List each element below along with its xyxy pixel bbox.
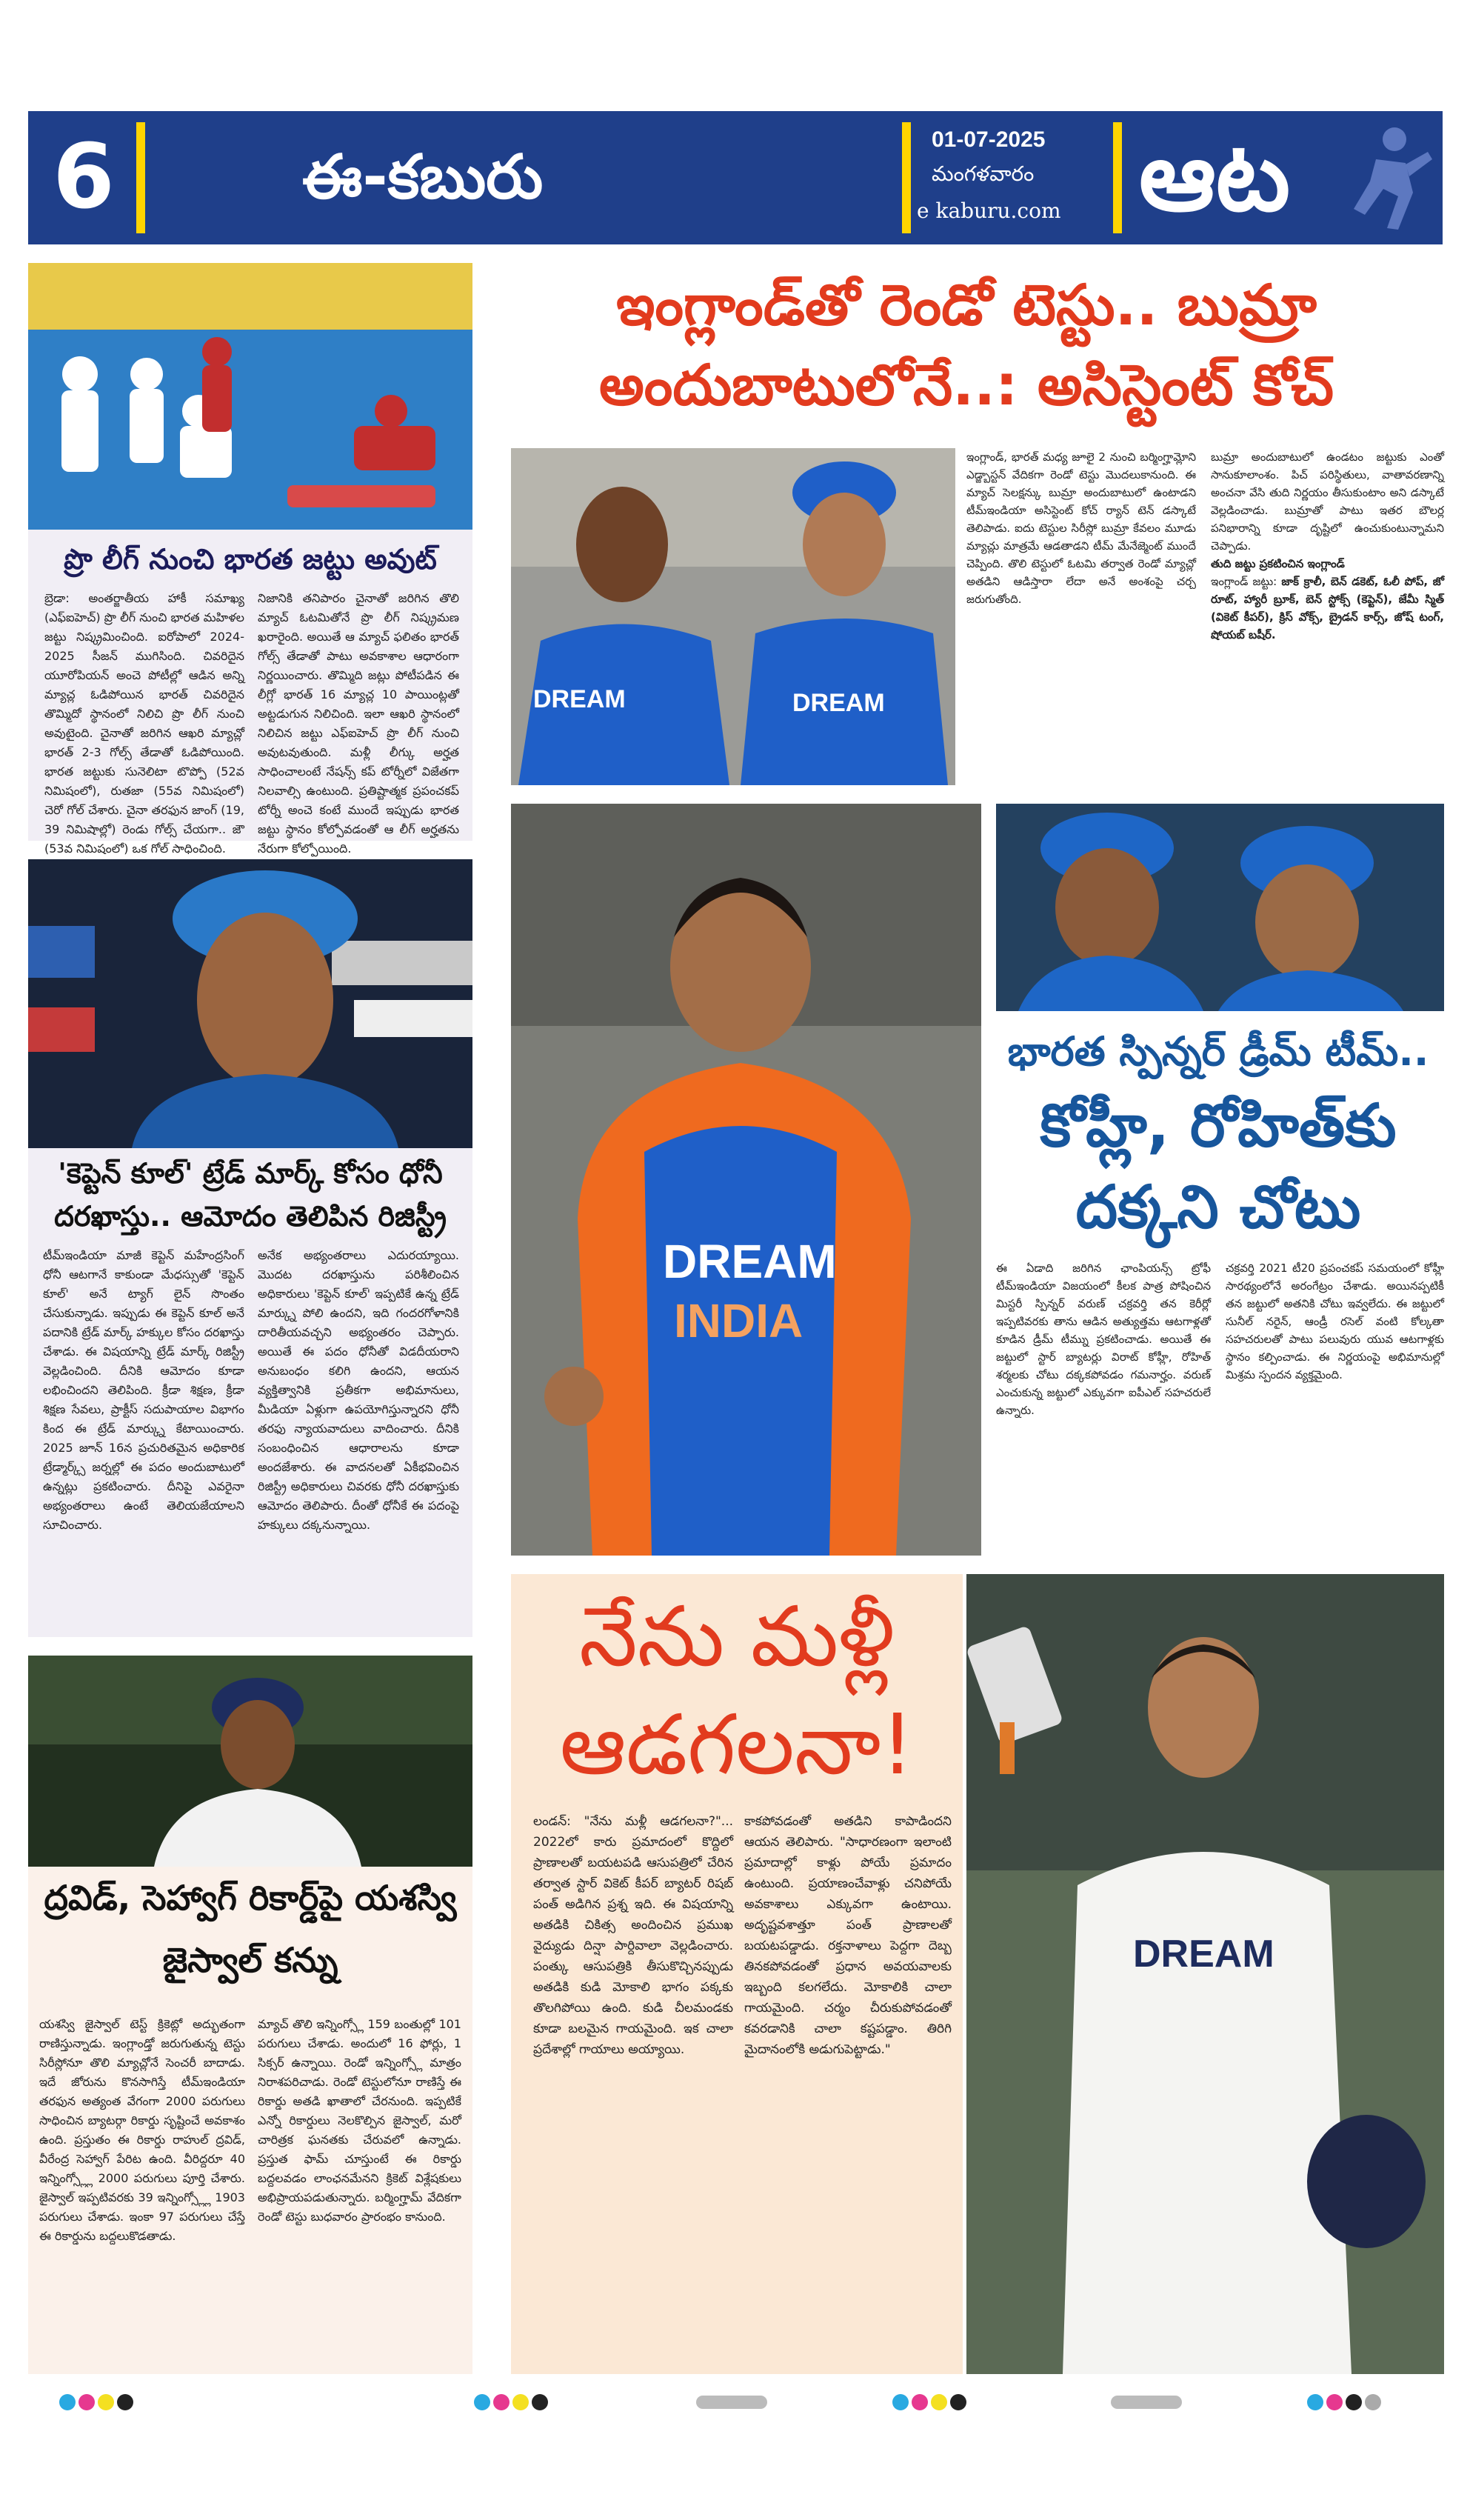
dhoni-photo: [28, 859, 472, 1148]
dhoni-article: [28, 859, 472, 1637]
jaiswal-photo: [28, 1656, 472, 1867]
registration-marks: [1307, 2394, 1381, 2410]
kohli-rohit-photo: [996, 804, 1444, 1011]
masthead-divider: [136, 122, 145, 233]
svg-text:DREAM: DREAM: [533, 685, 626, 713]
pant-column-1: లండన్: "నేను మళ్లీ ఆడగలనా?"... 2022లో కారు ప్రమాదంలో కొద్దిలో ప్రాణాలతో బయటపడి ఆసుపత్రిలో చేరిన తర్వాత స్టార్ వికెట్ కీపర్ బ్యాటర్ రిషబ్ పంత్ అడిగిన ప్రశ్న ఇది. ఈ విషయాన్ని అతడికి చికిత్స అందించిన ప్రముఖ వైద్యుడు దిన్షా పార్దివాలా వెల్లడించారు. పంత్కు ఆసుపత్రికి తీసుకొచ్చినప్పుడు అతడికి కుడి మోకాలి భాగం పక్కకు తొలగిపోయి ఉంది. కుడి చీలమండకు కూడా బలమైన గాయమైంది. ఇక చాలా ప్రదేశాల్లో గాయాలు అయ్యాయి.: [533, 1814, 733, 2057]
dhoni-column-2: అనేక అభ్యంతరాలు ఎదురయ్యాయి. మొదట దరఖాస్తును పరిశీలించిన అధికారులు 'కెప్టెన్ కూల్' ఇప్పటికే ఉన్న ట్రేడ్ మార్క్ను పోలి ఉందని, ఇది గందరగోళానికి దారితీయవచ్చని అభ్యంతరం చెప్పారు. అయితే ఈ పదం ధోనీతో విడదీయరాని అనుబంధం కలిగి ఉందని, ఆయన వ్యక్తిత్వానికి ప్రతీకగా అభిమానులు, మీడియా ఏళ్లుగా ఉపయోగిస్తున్నారని ధోనీ తరఫు న్యాయవాదులు వాదించారు. దీనికి సంబంధించిన ఆధారాలను కూడా అందజేశారు. ఈ వాదనలతో ఏకీభవించిన రిజిస్ట్రీ అధికారులు చివరకు ధోనీ దరఖాస్తుకు ఆమోదం తెలిపారు. దీంతో ధోనీకే ఈ పదంపై హక్కులు దక్కనున్నాయి.: [258, 1248, 459, 1532]
dhoni-column-1: టీమ్ఇండియా మాజీ కెప్టెన్ మహేంద్రసింగ్ ధోనీ ఆటగానే కాకుండా మేధస్సుతో 'కెప్టెన్ కూల్' అనే ట్యాగ్ లైన్ సొంతం చేసుకున్నాడు. ఇప్పుడు ఈ కెప్టెన్ కూల్ అనే పదానికి ట్రేడ్ మార్క్ హక్కుల కోసం దరఖాస్తు చేశాడు. ఈ విషయాన్ని ట్రేడ్ మార్క్ రిజిస్ట్రీ వెల్లడించింది. దీనికి ఆమోదం కూడా లభించిందని తెలిపింది. క్రీడా శిక్షణ, క్రీడా శిక్షణ సేవలు, ప్రాక్టీస్ సదుపాయాల విభాగం కింద ఈ ట్రేడ్ మార్క్ను కేటాయించారు. 2025 జూన్ 16న ప్రచురితమైన అధికారిక ట్రేడ్మార్క్స్ జర్నల్లో ఈ పదం అందుబాటులో ఉన్నట్లు ప్రకటించారు. దీనిపై ఎవరైనా అభ్యంతరాలు ఉంటే తెలియజేయాలని సూచించారు.: [43, 1248, 244, 1532]
registration-marks: [474, 2394, 548, 2410]
pant-article: [511, 1574, 963, 2374]
registration-dot: [1326, 2394, 1343, 2410]
registration-marks: [892, 2394, 966, 2410]
bumrah-gill-photo: [511, 448, 955, 785]
bumrah-column-1: ఇంగ్లాండ్, భారత్ మధ్య జూలై 2 నుంచి బర్మింగ్హామ్లోని ఎడ్జ్బాస్టన్ వేదికగా రెండో టెస్టు మొదలుకానుంది. ఈ మ్యాచ్ సెలక్షన్కు బుమ్రా అందుబాటులో ఉంటాడని టీమ్ఇండియా అసిస్టెంట్ కోచ్ ర్యాన్ టెన్ డస్కాటే తెలిపాడు. ఐదు టెస్టుల సిరీస్లో బుమ్రా కేవలం మూడు మ్యాచ్లు మాత్రమే ఆడతాడని టీమ్ మేనేజ్మెంట్ ముందే చెప్పింది. తొలి టెస్టులో ఓటమి తర్వాత రెండో మ్యాచ్లో అతడిని ఆడిస్తారా లేదా అనే అంశంపై చర్చ జరుగుతోంది.: [966, 450, 1196, 606]
england-squad-names: జాక్ క్రాలీ, బెన్ డకెట్, ఓలీ పోప్, జో రూట్, హ్యారీ బ్రూక్, బెన్ స్టోక్స్ (కెప్టెన్), జేమీ స్మిత్ (వికెట్ కీపర్), క్రిస్ వోక్స్, బ్రైడన్ కార్స్, జోష్ టంగ్, షోయబ్ బషీర్.: [1211, 575, 1444, 641]
registration-bar: [1111, 2396, 1182, 2409]
registration-marks: [59, 2394, 133, 2410]
issue-day: మంగళవారం: [932, 161, 1035, 186]
spinner-headline-line-3: దక్కని చోటు: [1075, 1173, 1361, 1241]
bumrah-column-2: [1211, 448, 1444, 785]
spinner-headline-line-1: భారత స్పిన్నర్ డ్రీమ్ టీమ్..: [1007, 1028, 1429, 1075]
masthead-divider: [902, 122, 911, 233]
registration-dot: [59, 2394, 76, 2410]
registration-dot: [912, 2394, 928, 2410]
section-title: ఆట: [1139, 120, 1291, 233]
bumrah-column-2-text: బుమ్రా అందుబాటులో ఉండటం జట్టుకు ఎంతో సానుకూలాంశం. పిచ్ పరిస్థితులు, వాతావరణాన్ని అంచనా వేసి తుది నిర్ణయం తీసుకుంటాం అని డస్కాటే వెల్లడించాడు. బుమ్రాతో పాటు ఇతర బౌలర్ల పనిభారాన్ని కూడా దృష్టిలో ఉంచుకుంటున్నామని చెప్పాడు.: [1211, 450, 1444, 553]
registration-dot: [1365, 2394, 1381, 2410]
registration-dot: [117, 2394, 133, 2410]
registration-dot: [474, 2394, 490, 2410]
england-squad-title: తుది జట్టు ప్రకటించిన ఇంగ్లాండ్: [1211, 557, 1345, 570]
jaiswal-column-2: మ్యాచ్ తొలి ఇన్నింగ్స్లో 159 బంతుల్లో 101 పరుగులు చేశాడు. అందులో 16 ఫోర్లు, 1 సిక్సర్ ఉన్నాయి. రెండో ఇన్నింగ్స్లో మాత్రం నిరాశపరిచాడు. రెండో టెస్టులోనూ రాణిస్తే ఈ రికార్డు అతడి ఖాతాలో చేరనుంది. ఇప్పటికే ఎన్నో రికార్డులు నెలకొల్పిన జైస్వాల్, మరో చారిత్రక ఘనతకు చేరువలో ఉన్నాడు. ప్రస్తుత ఫామ్ చూస్తుంటే ఈ రికార్డు బద్దలవడం లాంఛనమేనని క్రికెట్ విశ్లేషకులు అభిప్రాయపడుతున్నారు. బర్మింగ్హామ్ వేదికగా రెండో టెస్టు బుధవారం ప్రారంభం కానుంది.: [258, 2017, 461, 2224]
registration-dot: [1307, 2394, 1323, 2410]
masthead: [28, 111, 1443, 244]
svg-text:DREAM: DREAM: [663, 1235, 837, 1288]
issue-date: 01-07-2025: [932, 127, 1046, 152]
england-squad-intro: ఇంగ్లాండ్ జట్టు:: [1211, 575, 1282, 588]
registration-dot: [78, 2394, 95, 2410]
svg-text:INDIA: INDIA: [674, 1294, 804, 1347]
bumrah-headline-line-1: ఇంగ్లాండ్‌తో రెండో టెస్టు.. బుమ్రా: [616, 272, 1317, 338]
paper-name: ఈ-కబురు: [302, 142, 544, 213]
spinner-headline-line-2: కోహ్లీ, రోహిత్‌కు: [1040, 1091, 1397, 1160]
jaiswal-column-1: యశస్వి జైస్వాల్ టెస్ట్ క్రికెట్లో అద్భుతంగా రాణిస్తున్నాడు. ఇంగ్లాండ్తో జరుగుతున్న టెస్టు సిరీస్లోనూ తొలి మ్యాచ్లోనే సెంచరీ బాదాడు. ఇదే జోరును కొనసాగిస్తే టీమ్ఇండియా తరఫున అత్యంత వేగంగా 2000 పరుగులు సాధించిన బ్యాటర్గా రికార్డు సృష్టించే అవకాశం ఉంది. ప్రస్తుతం ఈ రికార్డు రాహుల్ ద్రవిడ్, వీరేంద్ర సెహ్వాగ్ పేరిట ఉంది. వీరిద్దరూ 40 ఇన్నింగ్స్ల్లో 2000 పరుగులు పూర్తి చేశారు. జైస్వాల్ ఇప్పటివరకు 39 ఇన్నింగ్స్ల్లో 1903 పరుగులు చేశాడు. ఇంకా 97 పరుగులు చేస్తే ఈ రికార్డును బద్దలుకొడతాడు.: [39, 2017, 245, 2243]
hockey-column-1: బ్రెడా: అంతర్జాతీయ హాకీ సమాఖ్య (ఎఫ్ఐహెచ్) ప్రొ లీగ్ నుంచి భారత మహిళల జట్టు నిష్క్రమించింది. ఐరోపాలో 2024-2025 సీజన్ ముగిసింది. చివరిదైన యూరోపియన్ అంచె పోటీల్లో ఆడిన అన్ని మ్యాచ్ల ఓడిపోయిన భారత్ చివరిదైన తొమ్మిదో స్థానంలో నిలిచి ప్రొ లీగ్ నుంచి అవుటైంది. చైనాతో జరిగిన ఆఖరి మ్యాచ్లో భారత్ 2-3 గోల్స్ తేడాతో ఓడిపోయింది. భారత జట్టుకు సునెలిటా టొప్పో (52వ నిమిషంలో), రుతజా (55వ నిమిషంలో) చెరో గోల్ చేశారు. చైనా తరఫున జాంగ్ (19, 39 నిమిషాల్లో) రెండు గోల్స్ చేయగా.. జౌ (53వ నిమిషంలో) ఒక గోల్ సాధించింది.: [44, 591, 244, 856]
spinner-column-1: ఈ ఏడాది జరిగిన ఛాంపియన్స్ ట్రోఫీ టీమ్ఇండియా విజయంలో కీలక పాత్ర పోషించిన మిస్టరీ స్పిన్నర్ వరుణ్ చక్రవర్తి తన కెరీర్లో ఇప్పటివరకు తాను ఆడిన అత్యుత్తమ ఆటగాళ్లతో కూడిన డ్రీమ్ టీమ్ను ప్రకటించాడు. అయితే ఈ జట్టులో స్టార్ బ్యాటర్లు విరాట్ కోహ్లీ, రోహిత్ శర్మలకు చోటు దక్కకపోవడం గమనార్హం. వరుణ్ ఎంచుకున్న జట్టులో ఎక్కువగా ఐపీఎల్ సహచరులే ఉన్నారు.: [996, 1261, 1211, 1417]
pant-column-2: కాకపోవడంతో అతడిని కాపాడిందని ఆయన తెలిపారు. "సాధారణంగా ఇలాంటి ప్రమాదాల్లో కాళ్లు పోయే ప్రమాదం ఉంటుంది. ప్రయాణంచేవాళ్లు చనిపోయే అవకాశాలు ఎక్కువగా ఉంటాయి. అదృష్టవశాత్తూ పంత్ ప్రాణాలతో బయటపడ్డాడు. రక్తనాళాలు పెద్దగా దెబ్బ తినకపోవడంతో ప్రధాన అవయవాలకు ఇబ్బంది కలగలేదు. మోకాలికి చాలా గాయమైంది. చర్మం చీరుకుపోవడంతో కవరడానికి చాలా కష్టపడ్డాం. తిరిగి మైదానంలోకి అడుగుపెట్టాడు.": [744, 1814, 952, 2057]
runner-icon: [1324, 119, 1435, 237]
registration-bar: [696, 2396, 767, 2409]
masthead-divider: [1113, 122, 1122, 233]
jaiswal-headline: ద్రవిడ్, సెహ్వాగ్ రికార్డ్‌పై యశస్వి జైస్వాల్ కన్ను: [44, 1878, 457, 1980]
varun-photo: [511, 804, 981, 1556]
hockey-headline: ప్రొ లీగ్ నుంచి భారత జట్టు అవుట్: [64, 543, 437, 576]
hockey-photo: [28, 263, 472, 530]
pant-headline: నేను మళ్లీ ఆడగలనా!: [559, 1589, 915, 1793]
registration-dot: [512, 2394, 529, 2410]
dhoni-headline: 'కెప్టెన్ కూల్' ట్రేడ్ మార్క్ కోసం ధోనీ దరఖాస్తు.. ఆమోదం తెలిపిన రిజిస్ట్రీ: [54, 1157, 447, 1233]
svg-text:DREAM: DREAM: [792, 689, 885, 717]
registration-dot: [931, 2394, 947, 2410]
svg-text:DREAM: DREAM: [1133, 1933, 1274, 1976]
registration-dot: [532, 2394, 548, 2410]
registration-dot: [493, 2394, 510, 2410]
registration-dot: [1346, 2394, 1362, 2410]
bumrah-headline-line-2: అందుబాటులోనే..: అసిస్టెంట్ కోచ్: [598, 352, 1334, 418]
jaiswal-article: [28, 1656, 472, 2374]
registration-dot: [98, 2394, 114, 2410]
spinner-column-2: చక్రవర్తి 2021 టీ20 ప్రపంచకప్ సమయంలో కోహ్లీ సారథ్యంలోనే అరంగేట్రం చేశాడు. అయినప్పటికీ తన జట్టులో అతనికి చోటు ఇవ్వలేదు. ఈ జట్టులో సునీల్ నరైన్, ఆండ్రీ రసెల్ వంటి కోల్కతా సహచరులతో పాటు పలువురు యువ ఆటగాళ్లకు స్థానం కల్పించాడు. ఈ నిర్ణయంపై అభిమానుల్లో మిశ్రమ స్పందన వ్యక్తమైంది.: [1226, 1261, 1444, 1381]
hockey-column-2: నిజానికి తనిపారం చైనాతో జరిగిన తొలి మ్యాచ్ ఓటమితోనే ప్రొ లీగ్ నిష్క్రమణ ఖరారైంది. అయితే ఆ మ్యాచ్ ఫలితం భారత్ గోల్స్ తేడాతో పాటు అవకాశాల ఆధారంగా నిర్ణయించారు. తొమ్మిది జట్లు పోటీపడిన ఈ లీగ్లో భారత్ 16 మ్యాచ్ల 10 పాయింట్లతో అట్టడుగున నిలిచింది. ఇలా ఆఖరి స్థానంలో నిలిచిన జట్టు ఎఫ్ఐహెచ్ ప్రొ లీగ్ నుంచి అవుటవుతుంది. మళ్లీ లీగ్కు అర్హత సాధించాలంటే నేషన్స్ కప్ టోర్నీలో విజేతగా నిలవాల్సి ఉంటుంది. ప్రతిష్టాత్మక ప్రపంచకప్ టోర్నీ అంచె కంటే ముందే ఇప్పుడు భారత జట్టు స్థానం కోల్పోవడంతో ఆ లీగ్ అర్హతను నేరుగా కోల్పోయింది.: [258, 591, 459, 856]
website-link[interactable]: e kaburu.com: [917, 199, 1061, 223]
registration-dot: [950, 2394, 966, 2410]
registration-dot: [892, 2394, 909, 2410]
page-number: 6: [53, 126, 115, 229]
hockey-article: [28, 263, 472, 856]
pant-photo: [966, 1574, 1444, 2374]
